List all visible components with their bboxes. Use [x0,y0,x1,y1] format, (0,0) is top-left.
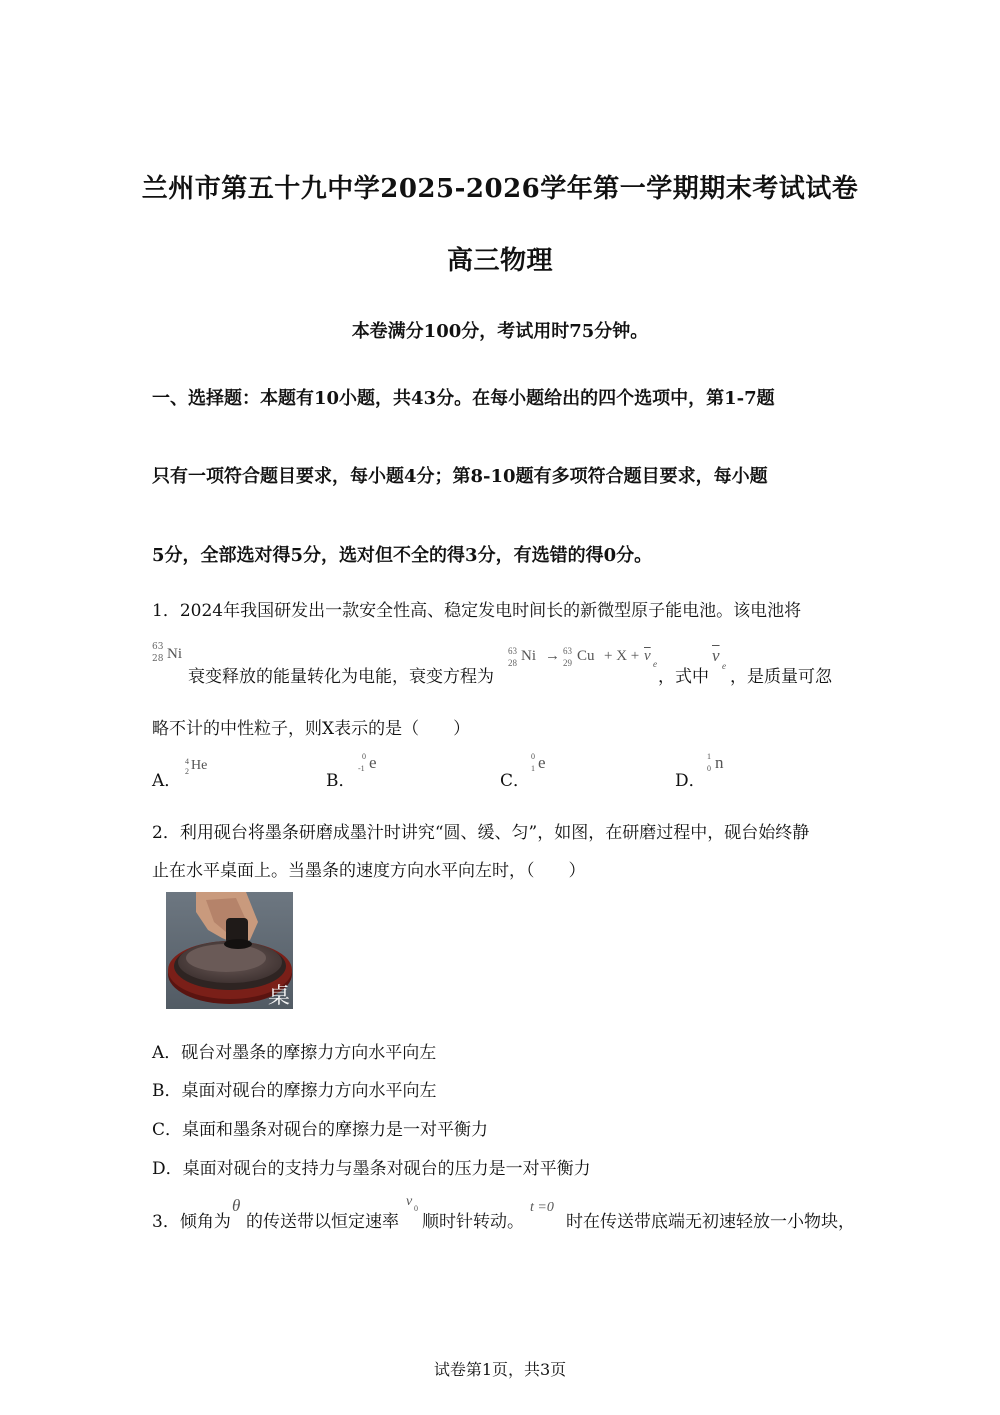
option-c-atomic: 1 [531,764,535,773]
option-c-label: C． [500,771,531,791]
q1-antineutrino-symbol: $\overline{v}$ [712,646,720,665]
section-instruction-line3: 5分，全部选对得5分，选对但不全的得3分，有选错的得0分。 [152,545,653,566]
inkstone-photo [166,892,293,1009]
q1-text-a: 衰变释放的能量转化为电能，衰变方程为 [188,667,494,687]
q1-line1: 1．2024年我国研发出一款安全性高、稳定发电时间长的新微型原子能电池。该电池将 [152,601,802,621]
q1-ni-mass: 63 [152,642,164,652]
q2-option-b: B．桌面对砚台的摩擦力方向水平向左 [152,1081,437,1101]
eq-plus-x: + X + [604,648,640,664]
q1-ni-isotope [152,642,188,672]
section-instruction-line1: 一、选择题：本题有10小题，共43分。在每小题给出的四个选项中，第1-7题 [152,388,775,409]
q1-ni-atomic: 28 [152,654,164,664]
q1-antineutrino-sub: e [722,661,726,671]
option-b-symbol: e [369,753,377,772]
eq-ni-atomic: 28 [508,658,517,668]
section-instruction-line2: 只有一项符合题目要求，每小题4分；第8-10题有多项符合题目要求，每小题 [152,466,768,487]
photo-watermark: 桌 [268,984,291,1009]
q2-option-a: A．砚台对墨条的摩擦力方向水平向左 [152,1043,437,1063]
eq-cu-symbol: Cu [577,648,595,664]
q3-text-c: 顺时针转动。 [422,1212,524,1232]
option-a-symbol: He [191,758,208,773]
q3-v0-sub: 0 [414,1204,418,1213]
q2-line2: 止在水平桌面上。当墨条的速度方向水平向左时，（ ） [152,861,586,881]
option-c-symbol: e [538,753,546,772]
q3-text-b: 的传送带以恒定速率 [246,1212,399,1232]
q3-theta: θ [232,1196,241,1215]
option-b-atomic: -1 [358,764,365,773]
option-d-atomic: 0 [707,764,711,773]
q3-t0: t =0 [530,1200,554,1215]
option-a-mass: 4 [185,757,189,766]
q1-text-b: ，式中 [658,667,709,687]
q1-decay-equation [508,646,658,674]
eq-antineutrino-sub: e [653,659,657,669]
q2-option-c: C．桌面和墨条对砚台的摩擦力是一对平衡力 [152,1120,489,1140]
eq-ni-mass: 63 [508,646,517,656]
q3-text-a: 3．倾角为 [152,1212,231,1232]
option-c-mass: 0 [531,752,535,761]
q1-text-c: ，是质量可忽 [730,667,832,687]
exam-note: 本卷满分100分，考试用时75分钟。 [351,321,649,342]
eq-arrow: → [545,648,560,664]
page-footer: 试卷第1页，共3页 [433,1360,567,1379]
exam-title: 兰州市第五十九中学2025-2026学年第一学期期末考试试卷 [141,174,859,204]
option-d-label: D． [675,771,706,791]
q2-line1: 2．利用砚台将墨条研磨成墨汁时讲究“圆、缓、匀”，如图，在研磨过程中，砚台始终静 [152,823,810,843]
q1-ni-symbol: Ni [167,646,182,662]
option-b-label: B． [326,771,356,791]
q3-text-d: 时在传送带底端无初速轻放一小物块， [566,1212,855,1232]
eq-cu-mass: 63 [563,646,572,656]
option-d-mass: 1 [707,752,711,761]
q3-v0: v [406,1194,413,1209]
q2-option-d: D．桌面对砚台的支持力与墨条对砚台的压力是一对平衡力 [152,1159,591,1179]
q1-option-c [500,752,680,791]
q1-option-a [152,757,332,791]
q1-option-d [675,752,855,791]
eq-ni-symbol: Ni [521,648,536,664]
eq-cu-atomic: 29 [563,658,572,668]
option-d-symbol: n [715,753,724,772]
q1-line3: 略不计的中性粒子，则X表示的是（ ） [152,719,471,739]
option-b-mass: 0 [362,752,366,761]
option-a-atomic: 2 [185,767,189,776]
eq-antineutrino: $\overline{v}$ [644,648,651,664]
option-a-label: A． [152,771,182,791]
q1-option-b [326,752,506,791]
exam-subtitle: 高三物理 [446,246,553,276]
q1-line2 [152,642,188,688]
